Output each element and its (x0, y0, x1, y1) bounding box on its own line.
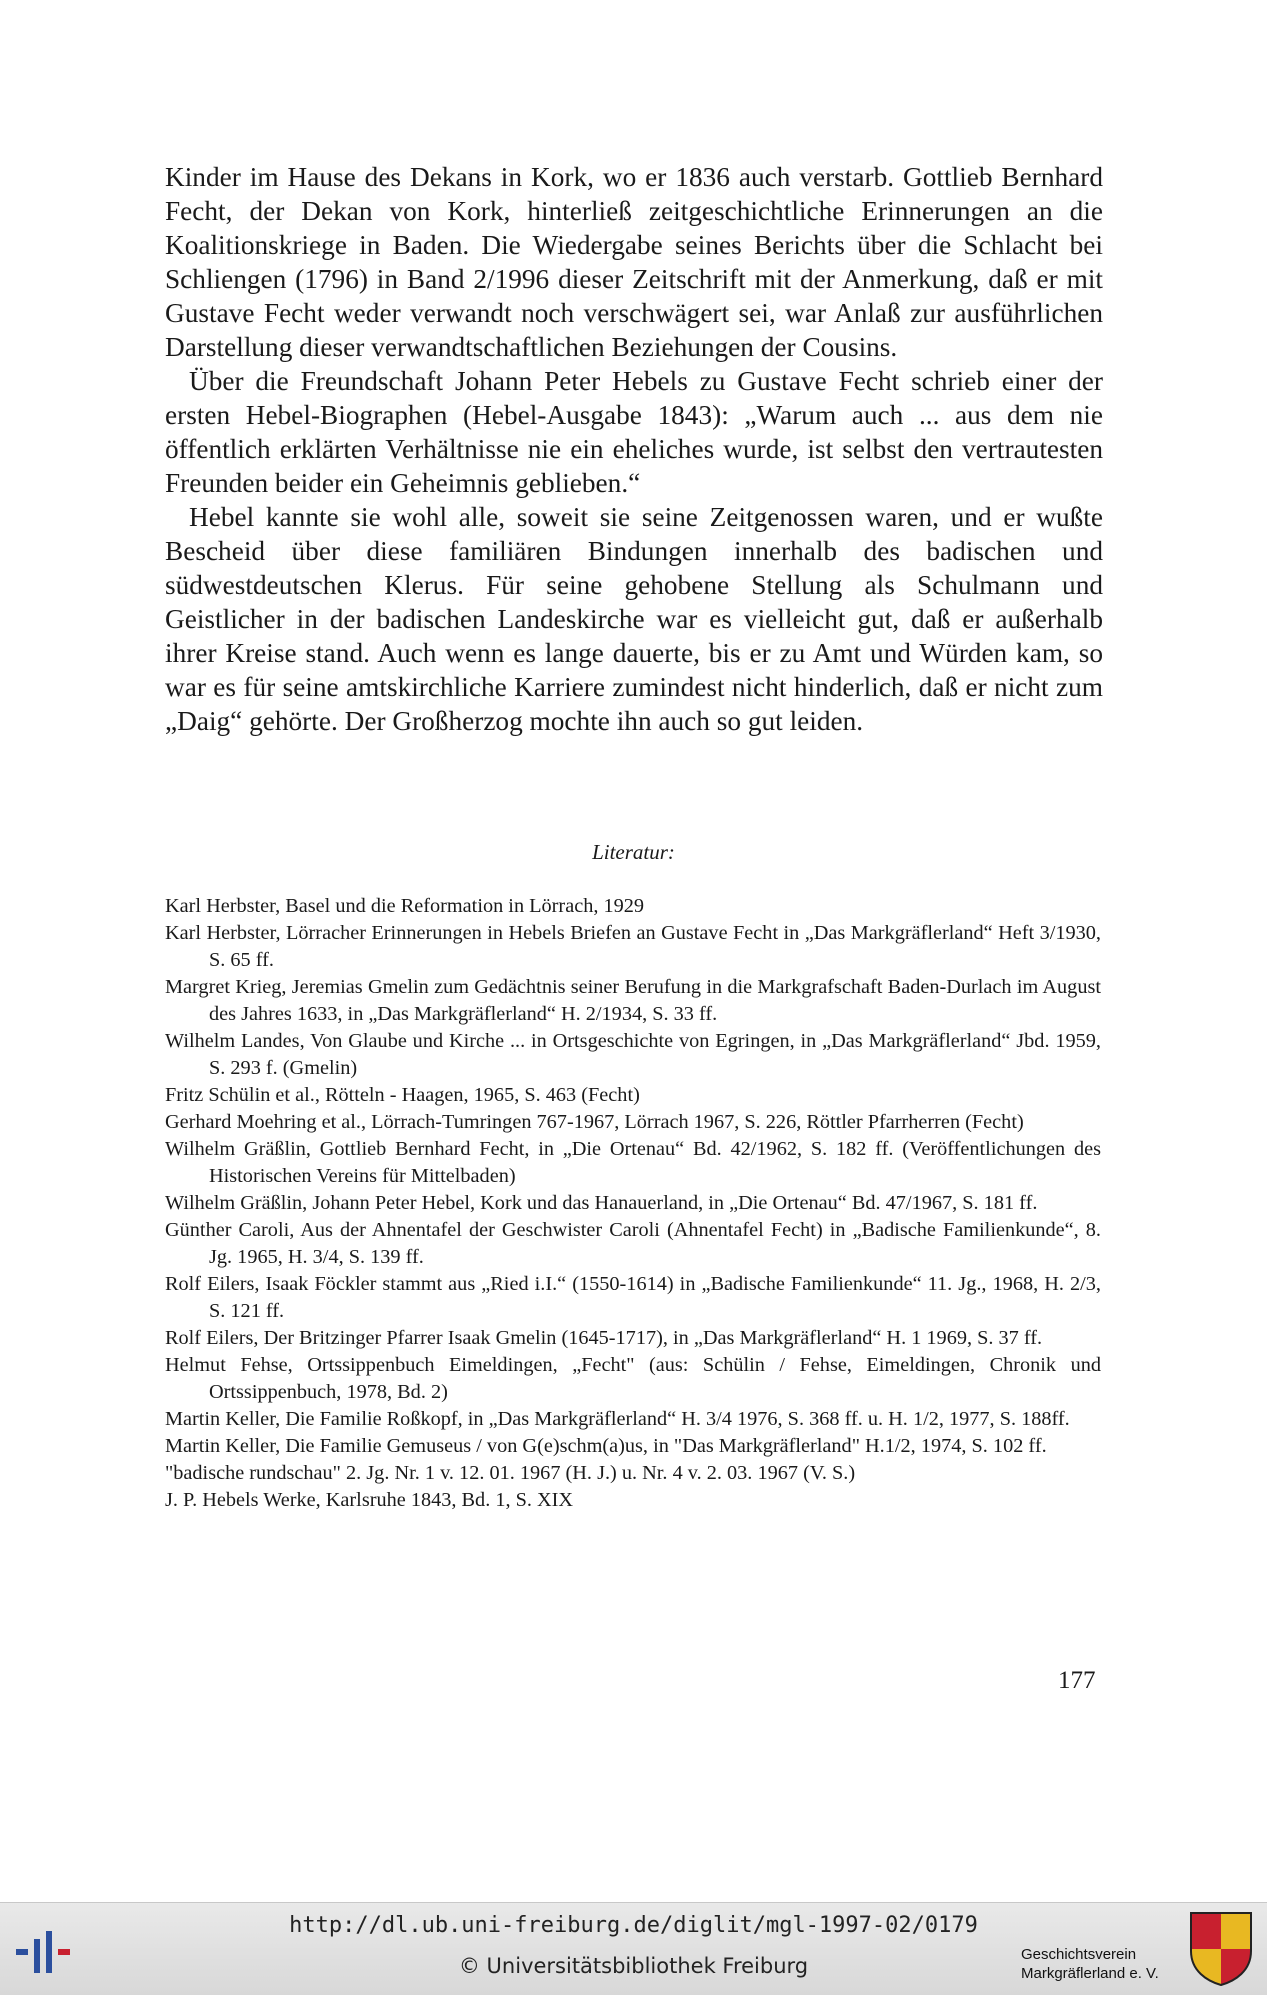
page-number: 177 (1058, 1667, 1096, 1694)
society-name (1021, 1945, 1191, 1983)
literature-entry: "badische rundschau" 2. Jg. Nr. 1 v. 12. 01. 1967 (H. J.) u. Nr. 4 v. 2. 03. 1967 (V. S.) (165, 1462, 856, 1484)
literature-entry: Karl Herbster, Lörracher Erinnerungen in Hebels Briefen an Gustave Fecht in „Das Markgräflerland“ Heft 3/1930, S. 65 ff. (165, 922, 1101, 971)
literature-entry: Karl Herbster, Basel und die Reformation in Lörrach, 1929 (165, 895, 645, 917)
literature-entry: Helmut Fehse, Ortssippenbuch Eimeldingen, „Fecht" (aus: Schülin / Fehse, Eimeldingen, Chronik und Ortssippenbuch, 1978, Bd. 2) (165, 1354, 1101, 1403)
body-paragraph-3: Hebel kannte sie wohl alle, soweit sie seine Zeitgenossen waren, und er wußte Bescheid über diese familiären Bindungen innerhalb des badischen und südwestdeutschen Klerus. Für seine gehobene Stellung als Schulmann und Geistlicher in der badischen Landeskirche war es vielleicht gut, daß er außerhalb ihrer Kreise stand. Auch wenn es lange dauerte, bis er zu Amt und Würden kam, so war es für seine amtskirchliche Karriere zumindest nicht hinderlich, daß er nicht zum „Daig“ gehörte. Der Großherzog mochte ihn auch so gut leiden. (165, 502, 1103, 736)
body-paragraph-1: Kinder im Hause des Dekans in Kork, wo er 1836 auch verstarb. Gottlieb Bernhard Fecht, der Dekan von Kork, hinterließ zeitgeschichtliche Erinnerungen an die Koalitionskriege in Baden. Die Wiedergabe seines Berichts über die Schlacht bei Schliengen (1796) in Band 2/1996 dieser Zeitschrift mit der Anmerkung, daß er mit Gustave Fecht weder verwandt noch verschwägert sei, war Anlaß zur ausführlichen Darstellung dieser verwandtschaftlichen Beziehungen der Cousins. (165, 162, 1103, 362)
copyright-text: © Universitätsbibliothek Freiburg (458, 1954, 809, 1978)
society-name-line1: Geschichtsverein (1021, 1946, 1137, 1963)
literature-entry: J. P. Hebels Werke, Karlsruhe 1843, Bd. 1, S. XIX (165, 1489, 574, 1511)
source-url-link[interactable]: http://dl.ub.uni-freiburg.de/diglit/mgl-1997-02/0179 (289, 1913, 978, 1938)
literature-list (165, 893, 1101, 1514)
footer-bar (0, 1902, 1267, 1995)
literature-entry: Margret Krieg, Jeremias Gmelin zum Gedächtnis seiner Berufung in die Markgrafschaft Baden-Durlach im August des Jahres 1633, in „Das Markgräflerland“ H. 2/1934, S. 33 ff. (165, 976, 1101, 1025)
society-name-line2: Markgräflerland e. V. (1021, 1965, 1159, 1982)
literature-entry: Wilhelm Gräßlin, Gottlieb Bernhard Fecht, in „Die Ortenau“ Bd. 42/1962, S. 182 ff. (Veröffentlichungen des Historischen Vereins für Mittelbaden) (165, 1138, 1101, 1187)
literature-entry: Martin Keller, Die Familie Gemuseus / von G(e)schm(a)us, in "Das Markgräflerland" H.1/2, 1974, S. 102 ff. (165, 1435, 1047, 1457)
literature-entry: Gerhard Moehring et al., Lörrach-Tumringen 767-1967, Lörrach 1967, S. 226, Röttler Pfarrherren (Fecht) (165, 1111, 1024, 1133)
literature-entry: Rolf Eilers, Isaak Föckler stammt aus „Ried i.I.“ (1550-1614) in „Badische Familienkunde“ 11. Jg., 1968, H. 2/3, S. 121 ff. (165, 1273, 1101, 1322)
literature-heading: Literatur: (592, 840, 675, 864)
literature-entry: Wilhelm Gräßlin, Johann Peter Hebel, Kork und das Hanauerland, in „Die Ortenau“ Bd. 47/1967, S. 181 ff. (165, 1192, 1038, 1214)
body-paragraph-2: Über die Freundschaft Johann Peter Hebels zu Gustave Fecht schrieb einer der ersten Hebel-Biographen (Hebel-Ausgabe 1843): „Warum auch ... aus dem nie öffentlich erklärten Verhältnisse nie ein eheliches wurde, ist selbst den vertrautesten Freunden beider ein Geheimnis geblieben.“ (165, 366, 1103, 498)
literature-entry: Rolf Eilers, Der Britzinger Pfarrer Isaak Gmelin (1645-1717), in „Das Markgräflerland“ H. 1 1969, S. 37 ff. (165, 1327, 1043, 1349)
coat-of-arms-icon[interactable] (1189, 1911, 1253, 1987)
literature-entry: Günther Caroli, Aus der Ahnentafel der Geschwister Caroli (Ahnentafel Fecht) in „Badische Familienkunde“, 8. Jg. 1965, H. 3/4, S. 139 ff. (165, 1219, 1101, 1268)
literature-entry: Fritz Schülin et al., Rötteln - Haagen, 1965, S. 463 (Fecht) (165, 1084, 640, 1106)
body-text (165, 160, 1103, 738)
literature-entry: Martin Keller, Die Familie Roßkopf, in „Das Markgräflerland“ H. 3/4 1976, S. 368 ff. u. H. 1/2, 1977, S. 188ff. (165, 1408, 1070, 1430)
literature-entry: Wilhelm Landes, Von Glaube und Kirche ... in Ortsgeschichte von Egringen, in „Das Markgräflerland“ Jbd. 1959, S. 293 f. (Gmelin) (165, 1030, 1101, 1079)
